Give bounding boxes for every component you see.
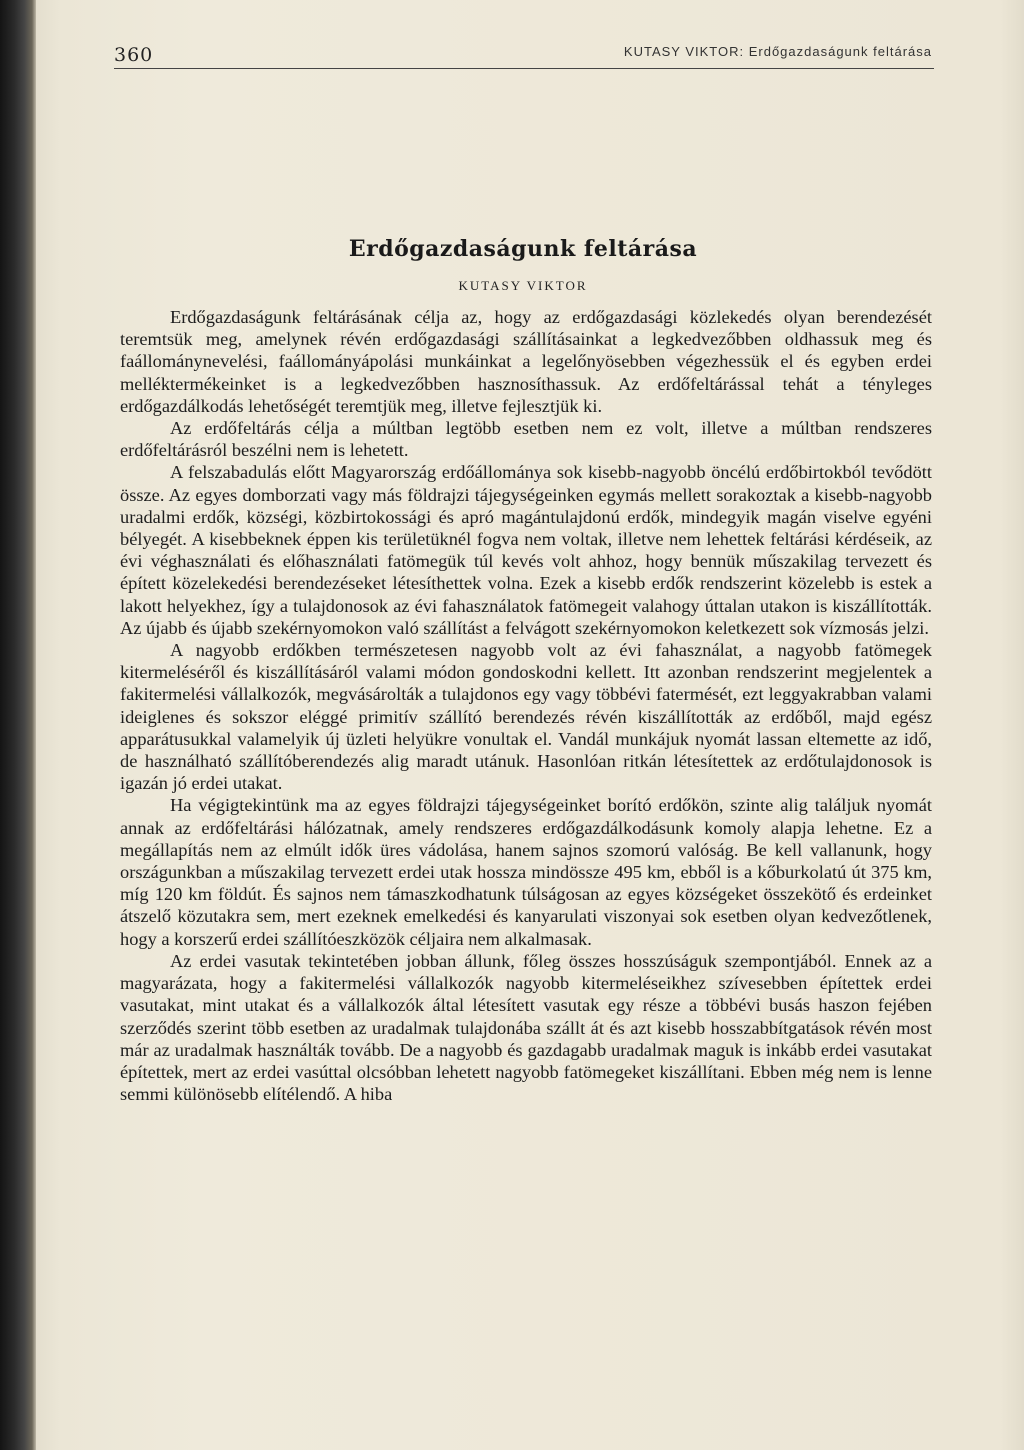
article-body [120, 306, 932, 1105]
paragraph: Az erdei vasutak tekintetében jobban állunk, főleg összes hosszúságuk szempontjából. Ennek az a magyarázata, hogy a fakitermelési vállalkozók nagyobb kitermeléseikhez szívesebben építettek erdei vasutakat, mint utakat és a vállalkozók által létesített vasutak egy része a többévi busás haszon fejében szerződés szerint több esetben az uradalmak tulajdonába szállt át és azt kisebb hosszabbítgatások révén most már az uradalmak használták tovább. De a nagyobb és gazdagabb uradalmak maguk is inkább erdei vasutakat építettek, mert az erdei vasúttal olcsóbban lehetett nagyobb fatömegeket kiszállítani. Ebben még nem is lenne semmi különösebb elítélendő. A hiba [120, 950, 932, 1105]
page-header [114, 40, 932, 64]
header-rule [114, 68, 934, 69]
page-number: 360 [114, 44, 154, 66]
article-author: KUTASY VIKTOR [458, 278, 588, 293]
paragraph: A nagyobb erdőkben természetesen nagyobb volt az évi fahasználat, a nagyobb fatömegek kitermeléséről és kiszállításáról valami módon gondoskodni kellett. Itt azonban rendszerint megjelentek a fakitermelési vállalkozók, megvásárolták a tulajdonos egy vagy többévi fatermését, ezt leggyakrabban valami ideiglenes és sokszor eléggé primitív szállító berendezés révén kiszállították az erdőből, majd egész apparátusukkal valamelyik új üzleti helyükre vonultak el. Vandál munkájuk nyomát lassan eltemette az idő, de használható szállítóberendezés alig maradt utánuk. Hasonlóan ritkán létesítettek az erdőtulajdonosok is igazán jó erdei utakat. [120, 640, 932, 794]
running-head: KUTASY VIKTOR: Erdőgazdaságunk feltárása [623, 44, 932, 59]
paragraph: A felszabadulás előtt Magyarország erdőállománya sok kisebb-nagyobb öncélú erdőbirtokból tevődött össze. Az egyes domborzati vagy más földrajzi tájegységeinken egymás mellett sorakoztak a kisebb-nagyobb uradalmi erdők, községi, közbirtokossági és apró magántulajdonú erdők, mindegyik magán viselve egyéni bélyegét. A kisebbeknek éppen kis területüknél fogva nem voltak, illetve nem lehettek feltárási kérdéseik, az évi véghasználati és előhasználati fatömegük túl kevés volt ahhoz, hogy bennük műszakilag tervezett és épített közelekedési berendezéseket létesíthettek volna. Ezek a kisebb erdők rendszerint közelebb is estek a lakott helyekhez, így a tulajdonosok az évi fahasználatok fatömegeit valahogy úttalan utakon is kiszállították. Az újabb és újabb szekérnyomokon való szállítást a felvágott szekérnyomokon keletkezett sok vízmosás jelzi. [120, 462, 932, 638]
book-spine-shadow [0, 0, 36, 1450]
article-title: Erdőgazdaságunk feltárása [348, 236, 698, 262]
paragraph: Az erdőfeltárás célja a múltban legtöbb esetben nem ez volt, illetve a múltban rendszeres erdőfeltárásról beszélni nem is lehetett. [120, 418, 932, 461]
paragraph: Ha végigtekintünk ma az egyes földrajzi tájegységeinket borító erdőkön, szinte alig találjuk nyomát annak az erdőfeltárási hálózatnak, amely rendszeres erdőgazdálkodásunk komoly alapja lehetne. Ez a megállapítás nem az elmúlt idők üres vádolása, hanem sajnos szomorú valóság. Be kell vallanunk, hogy országunkban a műszakilag tervezett erdei utak hossza mindössze 495 km, ebből is a kőburkolatú út 375 km, míg 120 km földút. És sajnos nem támaszkodhatunk túlságosan az egyes községeket összekötő és erdeinket átszelő közutakra sem, mert ezeknek emelkedési és kanyarulati viszonyai sok esetben olyan kedvezőtlenek, hogy a korszerű erdei szállítóeszközök céljaira nem alkalmasak. [120, 795, 932, 949]
paragraph: Erdőgazdaságunk feltárásának célja az, hogy az erdőgazdasági közlekedés olyan berendezését teremtsük meg, amelynek révén erdőgazdasági szállításainkat a legkedvezőbben oldhassuk meg és faállománynevelési, faállományápolási munkáinkat a legelőnyösebben végezhessük el és egyben erdei melléktermékeinket is a legkedvezőbben hasznosíthassuk. Az erdőfeltárással tehát a tényleges erdőgazdálkodás lehetőségét teremtjük meg, illetve fejlesztjük ki. [120, 307, 932, 416]
